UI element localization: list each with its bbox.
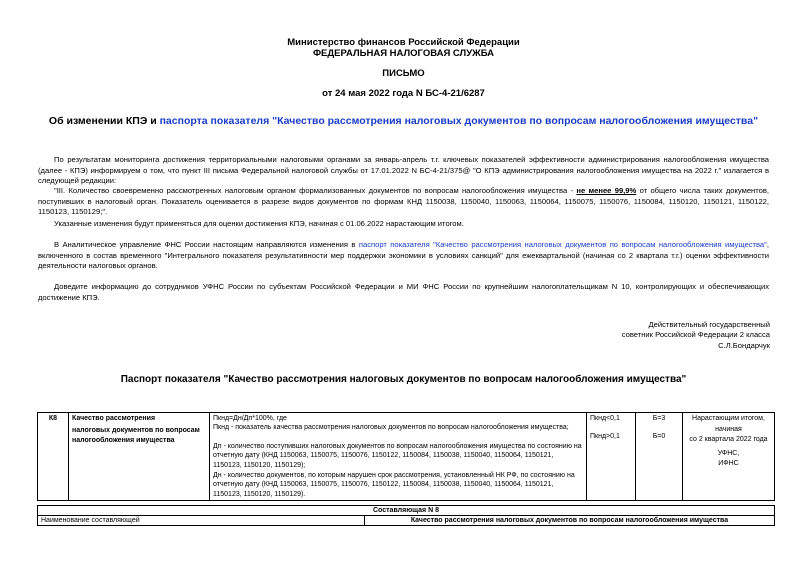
definition-dn: Дн - количество документов, по которым нарушен срок рассмотрения, установленный НК РФ, по состоянию на отчетную дату (КНД 1150063, 1150075, 1150076, 1150122, 1150084, 1150038, 1150040, 1150064, 1150121, 1150123, 1150120, 1150129). (213, 472, 575, 498)
paragraph-monitoring: По результатам мониторинга достижения территориальными налоговыми органами за январь-апрель т.г. ключевых показателей эффективности администрирования налогообложения имущества (далее - КПЭ) информируем о том, что пункт III письма Федеральной налоговой службы от 17.01.2022 N БС-4-21/375@ "О КПЭ администрирования налогообложения имущества на 2022 г." излагается в следующей редакции: (38, 155, 769, 186)
table-row (38, 506, 775, 516)
document-subject (0, 115, 807, 127)
composite-title: Составляющая N 8 (38, 506, 775, 516)
kpi-threshold: не менее 99,9% (576, 186, 637, 195)
score-2: Б=0 (652, 433, 666, 441)
condition-1: Пкнд<0,1 (590, 415, 620, 422)
paragraph-kpi-text (38, 186, 769, 218)
analytic-text-start: В Аналитическое управление ФНС России настоящим направляются изменения в (54, 240, 359, 249)
definition-dp: Дп - количество поступивших налоговых документов по вопросам налогообложения имущества по состоянию на отчетную дату (КНД 1150063, 1150075, 1150076, 1150122, 1150084, 1150038, 1150040, 1150064, 1150121, 1150123, 1150120, 1150129); (213, 442, 582, 469)
document-type: ПИСЬМО (382, 68, 425, 79)
period-line1: Нарастающим итогом, (692, 415, 765, 422)
subject-passport-link[interactable]: паспорта показателя "Качество рассмотрения налоговых документов по вопросам налогообложения имущества" (159, 115, 759, 127)
signature-name: С.Л.Бондарчук (718, 340, 770, 350)
score-1: Б=3 (652, 415, 666, 422)
paragraph-inform-staff: Доведите информацию до сотрудников УФНС России по субъектам Российской Федерации и МИ ФНС России по крупнейшим налогоплательщикам N 10, контролирующих и обеспечивающих достижение КПЭ. (38, 282, 769, 302)
period-cell (683, 413, 775, 501)
passport-table (37, 412, 775, 501)
composite-table (37, 505, 775, 526)
indicator-formula: Пкнд=Дн/Дп*100%, где (213, 415, 287, 422)
passport-link[interactable]: паспорт показателя "Качество рассмотрения налоговых документов по вопросам налогообложения имущества" (358, 240, 767, 249)
composite-value: Качество рассмотрения налоговых документов по вопросам налогообложения имущества (365, 516, 775, 526)
signature-title-2: советник Российской Федерации 2 класса (621, 330, 770, 340)
ministry-name: Министерство финансов Российской Федерации (287, 37, 520, 48)
period-line2: начиная (715, 426, 742, 434)
composite-label: Наименование составляющей (38, 516, 365, 526)
indicator-code: К8 (38, 413, 69, 501)
kpi-text-start: "III. Количество своевременно рассмотренных налоговым органом формализованных документов по вопросам налогообложения имущества - (54, 186, 577, 195)
condition-2: Пкнд>0,1 (590, 433, 620, 441)
signature-title-1: Действительный государственный (648, 320, 770, 329)
analytic-text-end: , включенного в состав временного "Интегрального показателя результативности мер поддержки экономики в условиях санкций" для ежеквартальной (начиная со 2 квартала т.г.) оценки эффективности деятельности налоговых органов. (38, 240, 769, 271)
service-name: ФЕДЕРАЛЬНАЯ НАЛОГОВАЯ СЛУЖБА (312, 48, 495, 59)
indicator-formula-cell (210, 413, 587, 501)
responsible-line1: УФНС, (717, 450, 740, 458)
table-row (38, 516, 775, 526)
period-line3: со 2 квартала 2022 года (689, 435, 768, 443)
paragraph-analytic-dept (38, 240, 769, 272)
responsible-line2: ИФНС (718, 459, 739, 467)
paragraph-changes-apply: Указанные изменения будут применяться для оценки достижения КПЭ, начиная с 01.06.2022 нарастающим итогом. (54, 219, 464, 228)
definition-pknd: Пкнд - показатель качества рассмотрения налоговых документов по вопросам налогообложения имущества; (213, 424, 569, 432)
subject-prefix: Об изменении КПЭ и (48, 115, 160, 127)
indicator-name-line2: налоговых документов по вопросам налогообложения имущества (72, 427, 200, 444)
signature-block (540, 320, 770, 351)
kpi-text-end: от общего числа таких документов, поступивших в налоговый орган. Показатель оценивается в разрезе видов документов по формам КНД 1150038, 1150040, 1150063, 1150064, 1150075, 1150076, 1150084, 1150120, 1150121, 1150122, 1150123, 1150129;". (38, 186, 770, 217)
table-row (38, 413, 775, 501)
passport-title: Паспорт показателя "Качество рассмотрения налоговых документов по вопросам налогообложения имущества" (120, 374, 687, 385)
indicator-name (69, 413, 210, 501)
score-cell (636, 413, 683, 501)
condition-cell (587, 413, 636, 501)
document-date-number: от 24 мая 2022 года N БС-4-21/6287 (322, 88, 485, 99)
indicator-name-line1: Качество рассмотрения (72, 415, 156, 422)
